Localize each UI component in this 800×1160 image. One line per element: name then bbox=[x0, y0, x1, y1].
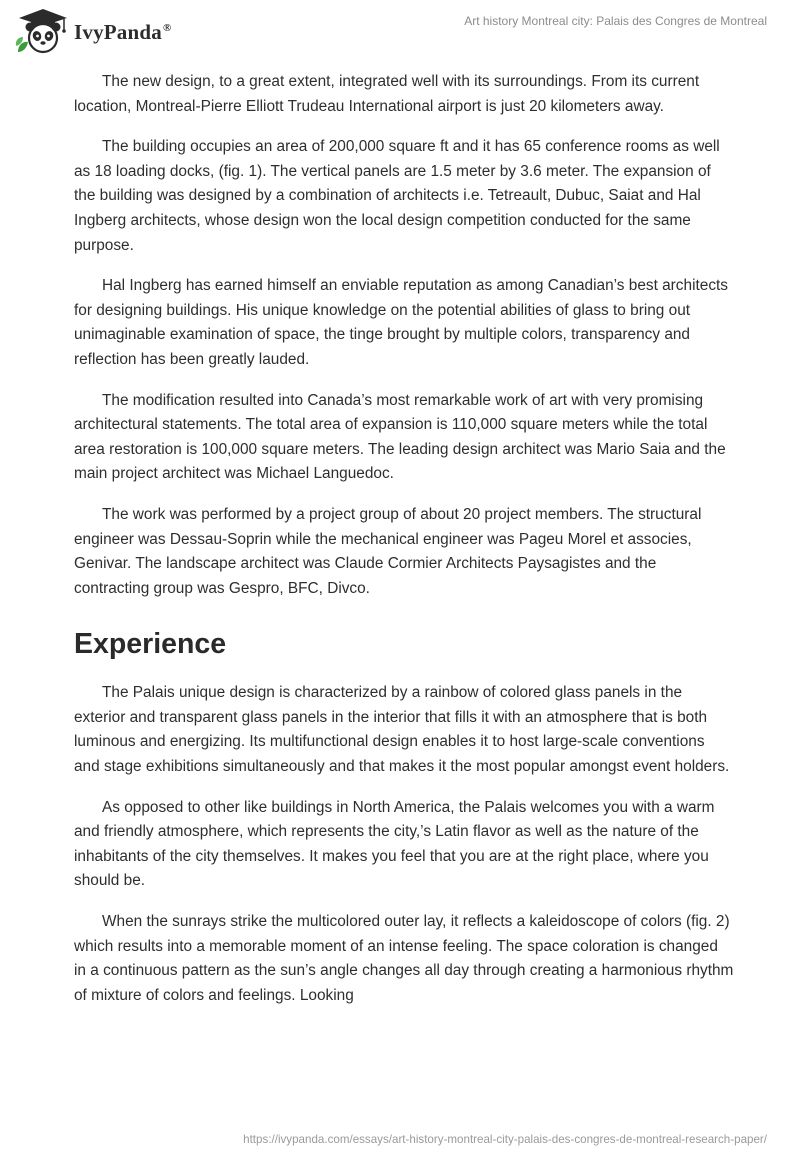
paragraph-7: As opposed to other like buildings in North America, the Palais welcomes you with a warm and friendly atmosphere, which represents the city,’s Latin flavor as well as the nature of the inhabitants of the city themselves. It makes you feel that you are at the right place, where you should be. bbox=[74, 798, 715, 890]
section-heading-experience: Experience bbox=[74, 628, 227, 661]
paragraph-6: The Palais unique design is characterized by a rainbow of colored glass panels in the exterior and transparent glass panels in the interior that fills it with an atmosphere that is both luminous and energizing. Its multifunctional design enables it to host large-scale conventions and stage exhibitions simultaneously and that makes it the most popular amongst event holders. bbox=[74, 684, 730, 776]
panda-logo-icon bbox=[14, 8, 72, 54]
paragraph-3: Hal Ingberg has earned himself an enviable reputation as among Canadian’s best architects for designing buildings. His unique knowledge on the potential abilities of glass to bring out unimaginable examination of space, the tinge brought by multiple colors, transparency and reflection has been greatly lauded. bbox=[74, 277, 728, 368]
paragraph-8: When the sunrays strike the multicolored outer lay, it reflects a kaleidoscope of colors (fig. 2) which results into a memorable moment of an intense feeling. The space coloration is changed in a continuous pattern as the sun’s angle changes all day through creating a harmonious rhythm of mixture of colors and feelings. Looking bbox=[74, 913, 734, 1004]
paragraph-5: The work was performed by a project group of about 20 project members. The structural engineer was Dessau-Soprin while the mechanical engineer was Pageu Morel et associes, Genivar. The landscape architect was Claude Cormier Architects Paysagistes and the contracting group was Gespro, BFC, Divco. bbox=[74, 505, 702, 597]
paragraph-1: The new design, to a great extent, integrated well with its surroundings. From its current location, Montreal-Pierre Elliott Trudeau International airport is just 20 kilometers away. bbox=[74, 73, 700, 115]
document-title: Art history Montreal city: Palais des Congres de Montreal bbox=[464, 14, 767, 28]
page-header bbox=[0, 0, 800, 64]
source-url[interactable]: https://ivypanda.com/essays/art-history-montreal-city-palais-des-congres-de-montreal-research-paper/ bbox=[243, 1133, 767, 1146]
brand-name: IvyPanda® bbox=[74, 19, 172, 44]
paragraph-4: The modification resulted into Canada’s most remarkable work of art with very promising architectural statements. The total area of expansion is 110,000 square meters while the total area restoration is 100,000 square meters. The leading design architect was Mario Saia and the main project architect was Michael Languedoc. bbox=[74, 391, 726, 483]
paragraph-2: The building occupies an area of 200,000 square ft and it has 65 conference rooms as well as 18 loading docks, (fig. 1). The vertical panels are 1.5 meter by 3.6 meter. The expansion of the building was designed by a combination of architects i.e. Tetreault, Dubuc, Saiat and Hal Ingberg architects, whose design won the local design competition conducted for the same purpose. bbox=[74, 138, 720, 254]
essay-content bbox=[74, 70, 734, 1024]
ivypanda-logo[interactable] bbox=[14, 8, 171, 54]
registered-mark: ® bbox=[162, 21, 172, 34]
